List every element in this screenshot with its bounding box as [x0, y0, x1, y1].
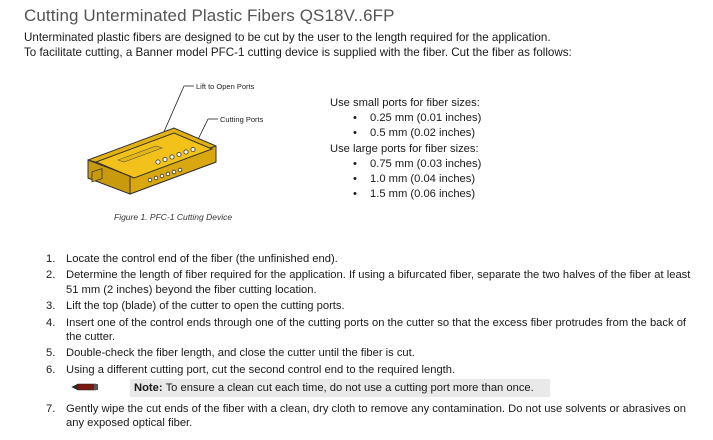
- note-label: Note:: [134, 382, 163, 394]
- small-ports-heading: Use small ports for fiber sizes:: [330, 97, 480, 109]
- size-text: 1.0 mm (0.04 inches): [370, 173, 476, 186]
- size-text: 0.75 mm (0.03 inches): [370, 157, 482, 170]
- step-text: Lift the top (blade) of the cutter to open the cutting ports.: [66, 300, 345, 313]
- step-text: Gently wipe the cut ends of the fiber with a clean, dry cloth to remove any contamination. Do not use solvents or abrasives on any exposed optical fiber.: [66, 403, 686, 430]
- list-item: [46, 316, 700, 345]
- step-number: 5.: [46, 347, 56, 360]
- step-text: Insert one of the control ends through one of the cutting ports on the cutter so that the excess fiber protrudes from the back of the cutter.: [66, 316, 687, 344]
- callout-lift-to-open: Lift to Open Ports: [196, 82, 255, 91]
- note-box: [130, 379, 550, 397]
- list-item: [46, 402, 700, 433]
- step-number: 3.: [46, 300, 56, 313]
- step-text: Double-check the fiber length, and close the cutter until the fiber is cut.: [66, 347, 415, 360]
- step-7: [46, 402, 700, 431]
- bullet: •: [353, 188, 357, 201]
- size-text: 0.25 mm (0.01 inches): [370, 112, 482, 125]
- list-item: [330, 157, 481, 172]
- page-title: Cutting Unterminated Plastic Fibers QS18V..6FP: [24, 6, 395, 25]
- step-number: 6.: [46, 363, 56, 376]
- step-number: 4.: [46, 316, 56, 329]
- pencil-icon: [70, 382, 100, 392]
- bullet: •: [353, 112, 357, 125]
- size-text: 0.5 mm (0.02 inches): [370, 127, 476, 140]
- bullet: •: [353, 157, 357, 170]
- list-item: [46, 346, 700, 360]
- note: [70, 379, 550, 397]
- list-item: [330, 111, 481, 126]
- cutting-device-illustration: [70, 76, 290, 211]
- step-text: Determine the length of fiber required for the application. If using a bifurcated fiber, separate the two halves of the fiber at least 51 mm (2 inches) beyond the fiber cutting location.: [66, 269, 691, 296]
- step-text: Locate the control end of the fiber (the unfinished end).: [66, 253, 338, 265]
- list-item: [330, 187, 481, 202]
- pfc1-figure: [70, 76, 290, 226]
- large-port-list: [330, 157, 481, 203]
- intro-line-2: To facilitate cutting, a Banner model PFC-1 cutting device is supplied with the fiber. Cut the fiber as follows:: [24, 46, 572, 59]
- list-item: [46, 268, 700, 297]
- list-item: [330, 126, 481, 141]
- step-list: [46, 252, 700, 379]
- intro-line-1: Unterminated plastic fibers are designed to be cut by the user to the length required for the application.: [24, 31, 551, 44]
- bullet: •: [353, 173, 357, 186]
- figure-caption: Figure 1. PFC-1 Cutting Device: [114, 212, 233, 222]
- step-number: 7.: [46, 403, 56, 415]
- step-text: Using a different cutting port, cut the second control end to the required length.: [66, 363, 456, 376]
- large-ports-heading: Use large ports for fiber sizes:: [330, 142, 479, 155]
- small-port-list: [330, 111, 481, 141]
- note-text: To ensure a clean cut each time, do not use a cutting port more than once.: [165, 382, 534, 394]
- step-number: 2.: [46, 269, 56, 282]
- port-sizes: [330, 96, 481, 202]
- list-item: [46, 363, 700, 377]
- list-item: [46, 299, 700, 313]
- step-number: 1.: [46, 253, 56, 265]
- bullet: •: [353, 127, 357, 140]
- list-item: [46, 252, 700, 266]
- callout-cutting-ports: Cutting Ports: [220, 115, 264, 124]
- list-item: [330, 172, 481, 187]
- size-text: 1.5 mm (0.06 inches): [370, 188, 476, 201]
